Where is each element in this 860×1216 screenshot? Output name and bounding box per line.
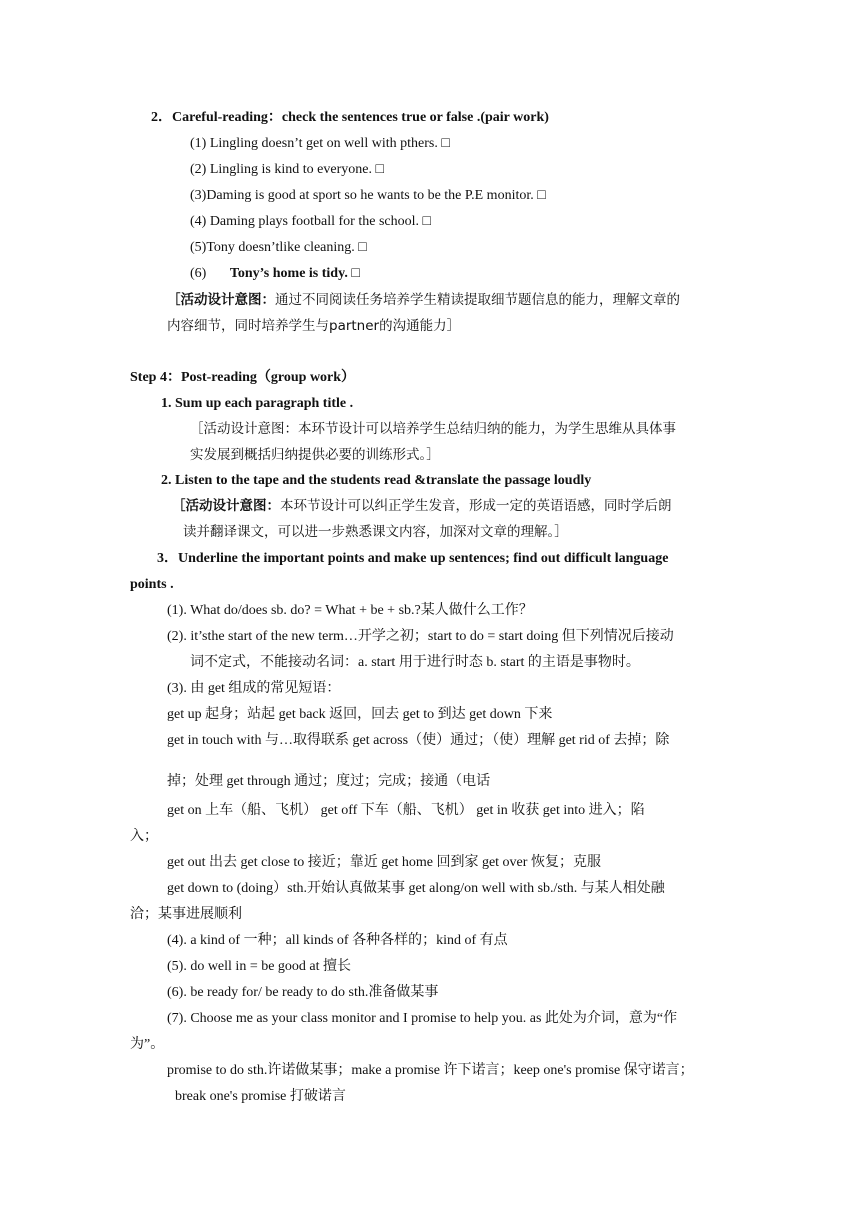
design-intent	[167, 291, 680, 309]
language-point: (6). be ready for/ be ready to do sth.准备做某事	[167, 985, 439, 1000]
list-item: (2) Lingling is kind to everyone. □	[190, 162, 384, 177]
phrase-line: get out 出去 get close to 接近；靠近 get home 回到家 get over 恢复；克服	[167, 855, 601, 870]
language-point: (3). 由 get 组成的常见短语：	[167, 681, 341, 696]
language-point-continued: 为”。	[130, 1037, 165, 1052]
list-item-text: Tony’s home is tidy.	[229, 266, 348, 281]
design-intent-continued: 读并翻译课文，可以进一步熟悉课文内容，加深对文章的理解。］	[183, 524, 568, 540]
phrase-line: get up 起身；站起 get back 返回，回去 get to 到达 get down 下来	[167, 707, 553, 722]
phrase-line: get on 上车（船、飞机） get off 下车（船、飞机） get in 收获 get into 进入；陷	[167, 803, 645, 818]
design-intent-label: ［活动设计意图：	[167, 292, 275, 308]
step-heading: Step 4：Post-reading（group work）	[130, 370, 356, 385]
language-point: (5). do well in = be good at 擅长	[167, 959, 352, 974]
language-point: (1). What do/does sb. do? = What + be + sb.?某人做什么工作？	[167, 603, 533, 618]
design-intent-text: 通过不同阅读任务培养学生精读提取细节题信息的能力，理解文章的	[275, 292, 680, 308]
language-point: (7). Choose me as your class monitor and I promise to help you. as 此处为介词，意为“作	[167, 1011, 678, 1026]
list-item: (4) Daming plays football for the school. □	[190, 214, 431, 229]
phrase-line-continued: break one's promise 打破诺言	[175, 1089, 346, 1104]
language-point-continued: 词不定式，不能接动名词：a. start 用于进行时态 b. start 的主语是事物时。	[190, 655, 640, 670]
step-item: 3．Underline the important points and make up sentences; find out difficult language	[157, 551, 669, 566]
phrase-line: get down to (doing）sth.开始认真做某事 get along/on well with sb./sth. 与某人相处融	[167, 881, 665, 896]
checkbox-glyph: □	[347, 266, 360, 281]
phrase-line: promise to do sth.许诺做某事；make a promise 许下诺言；keep one's promise 保守诺言；	[167, 1063, 694, 1078]
list-item-number: (6)	[190, 266, 207, 281]
phrase-line-continued: 入；	[130, 829, 158, 844]
step-item: 1. Sum up each paragraph title .	[161, 396, 354, 411]
list-item	[190, 265, 360, 283]
design-intent: ［活动设计意图：本环节设计可以培养学生总结归纳的能力，为学生思维从具体事	[190, 421, 676, 437]
list-item: (5)Tony doesn’tlike cleaning. □	[190, 240, 367, 255]
list-item: (3)Daming is good at sport so he wants to be the P.E monitor. □	[190, 188, 546, 203]
design-intent	[172, 497, 672, 515]
phrase-line-continued: 洽；某事进展顺利	[130, 907, 242, 922]
design-intent-text: 本环节设计可以纠正学生发音，形成一定的英语语感，同时学后朗	[280, 498, 672, 514]
language-point: (4). a kind of 一种；all kinds of 各种各样的；kind of 有点	[167, 933, 508, 948]
phrase-line: get in touch with 与…取得联系 get across（使）通过；（使）理解 get rid of 去掉；除	[167, 733, 670, 748]
design-intent-continued: 实发展到概括归纳提供必要的训练形式。］	[190, 447, 440, 463]
section-heading: 2．Careful-reading：check the sentences true or false .(pair work)	[151, 110, 549, 125]
step-item: 2. Listen to the tape and the students read &translate the passage loudly	[161, 473, 592, 488]
phrase-line: 掉；处理 get through 通过；度过；完成；接通（电话	[167, 774, 491, 789]
step-item-continued: points .	[130, 577, 174, 592]
design-intent-continued: 内容细节，同时培养学生与partner的沟通能力］	[167, 318, 461, 334]
design-intent-label: ［活动设计意图：	[172, 498, 280, 514]
list-item: (1) Lingling doesn’t get on well with pthers. □	[190, 136, 450, 151]
language-point: (2). it’sthe start of the new term…开学之初；start to do = start doing 但下列情况后接动	[167, 629, 674, 644]
